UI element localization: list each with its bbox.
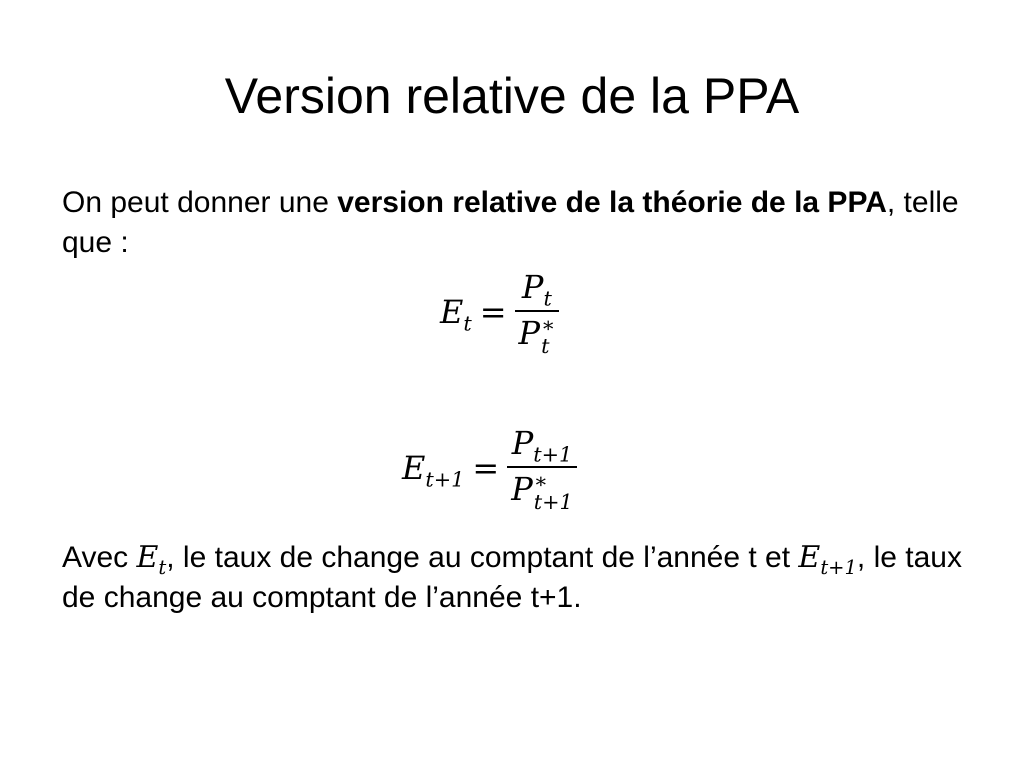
equation-spot-rate <box>440 268 559 356</box>
explanation-text2: , le taux de change au comptant de l’année t+1. <box>62 541 962 614</box>
explanation-var-et: $E_t$ <box>136 540 167 579</box>
slide-title: Version relative de la PPA <box>224 68 800 124</box>
intro-bold-text: version relative de la théorie de la PPA <box>337 186 887 219</box>
intro-text-after: , telle que : <box>62 186 959 259</box>
equation1-denominator: P ∗ t <box>518 312 556 358</box>
explanation-paragraph <box>62 538 962 618</box>
equation2-fraction <box>507 424 577 512</box>
equation2-equals: = <box>472 449 500 488</box>
equation2-numerator: $P_{t+1}$ <box>511 424 573 467</box>
equation2-lhs: $E_{t+1}$ <box>402 449 465 492</box>
explanation-text1: , le taux de change au comptant de l’année t et <box>166 541 799 574</box>
equation1-numerator: $P_t$ <box>521 268 552 311</box>
equation1-equals: = <box>479 293 507 332</box>
explanation-avec: Avec <box>62 541 137 574</box>
intro-paragraph <box>62 183 962 263</box>
intro-text-before: On peut donner une <box>62 186 338 219</box>
equation1-lhs: $E_t$ <box>440 293 472 336</box>
equation-next-year-rate <box>402 424 577 512</box>
equation1-fraction <box>515 268 560 356</box>
explanation-var-et1: $E_{t+1}$ <box>798 540 857 579</box>
equation2-denominator: P ∗ t+1 <box>511 468 573 514</box>
